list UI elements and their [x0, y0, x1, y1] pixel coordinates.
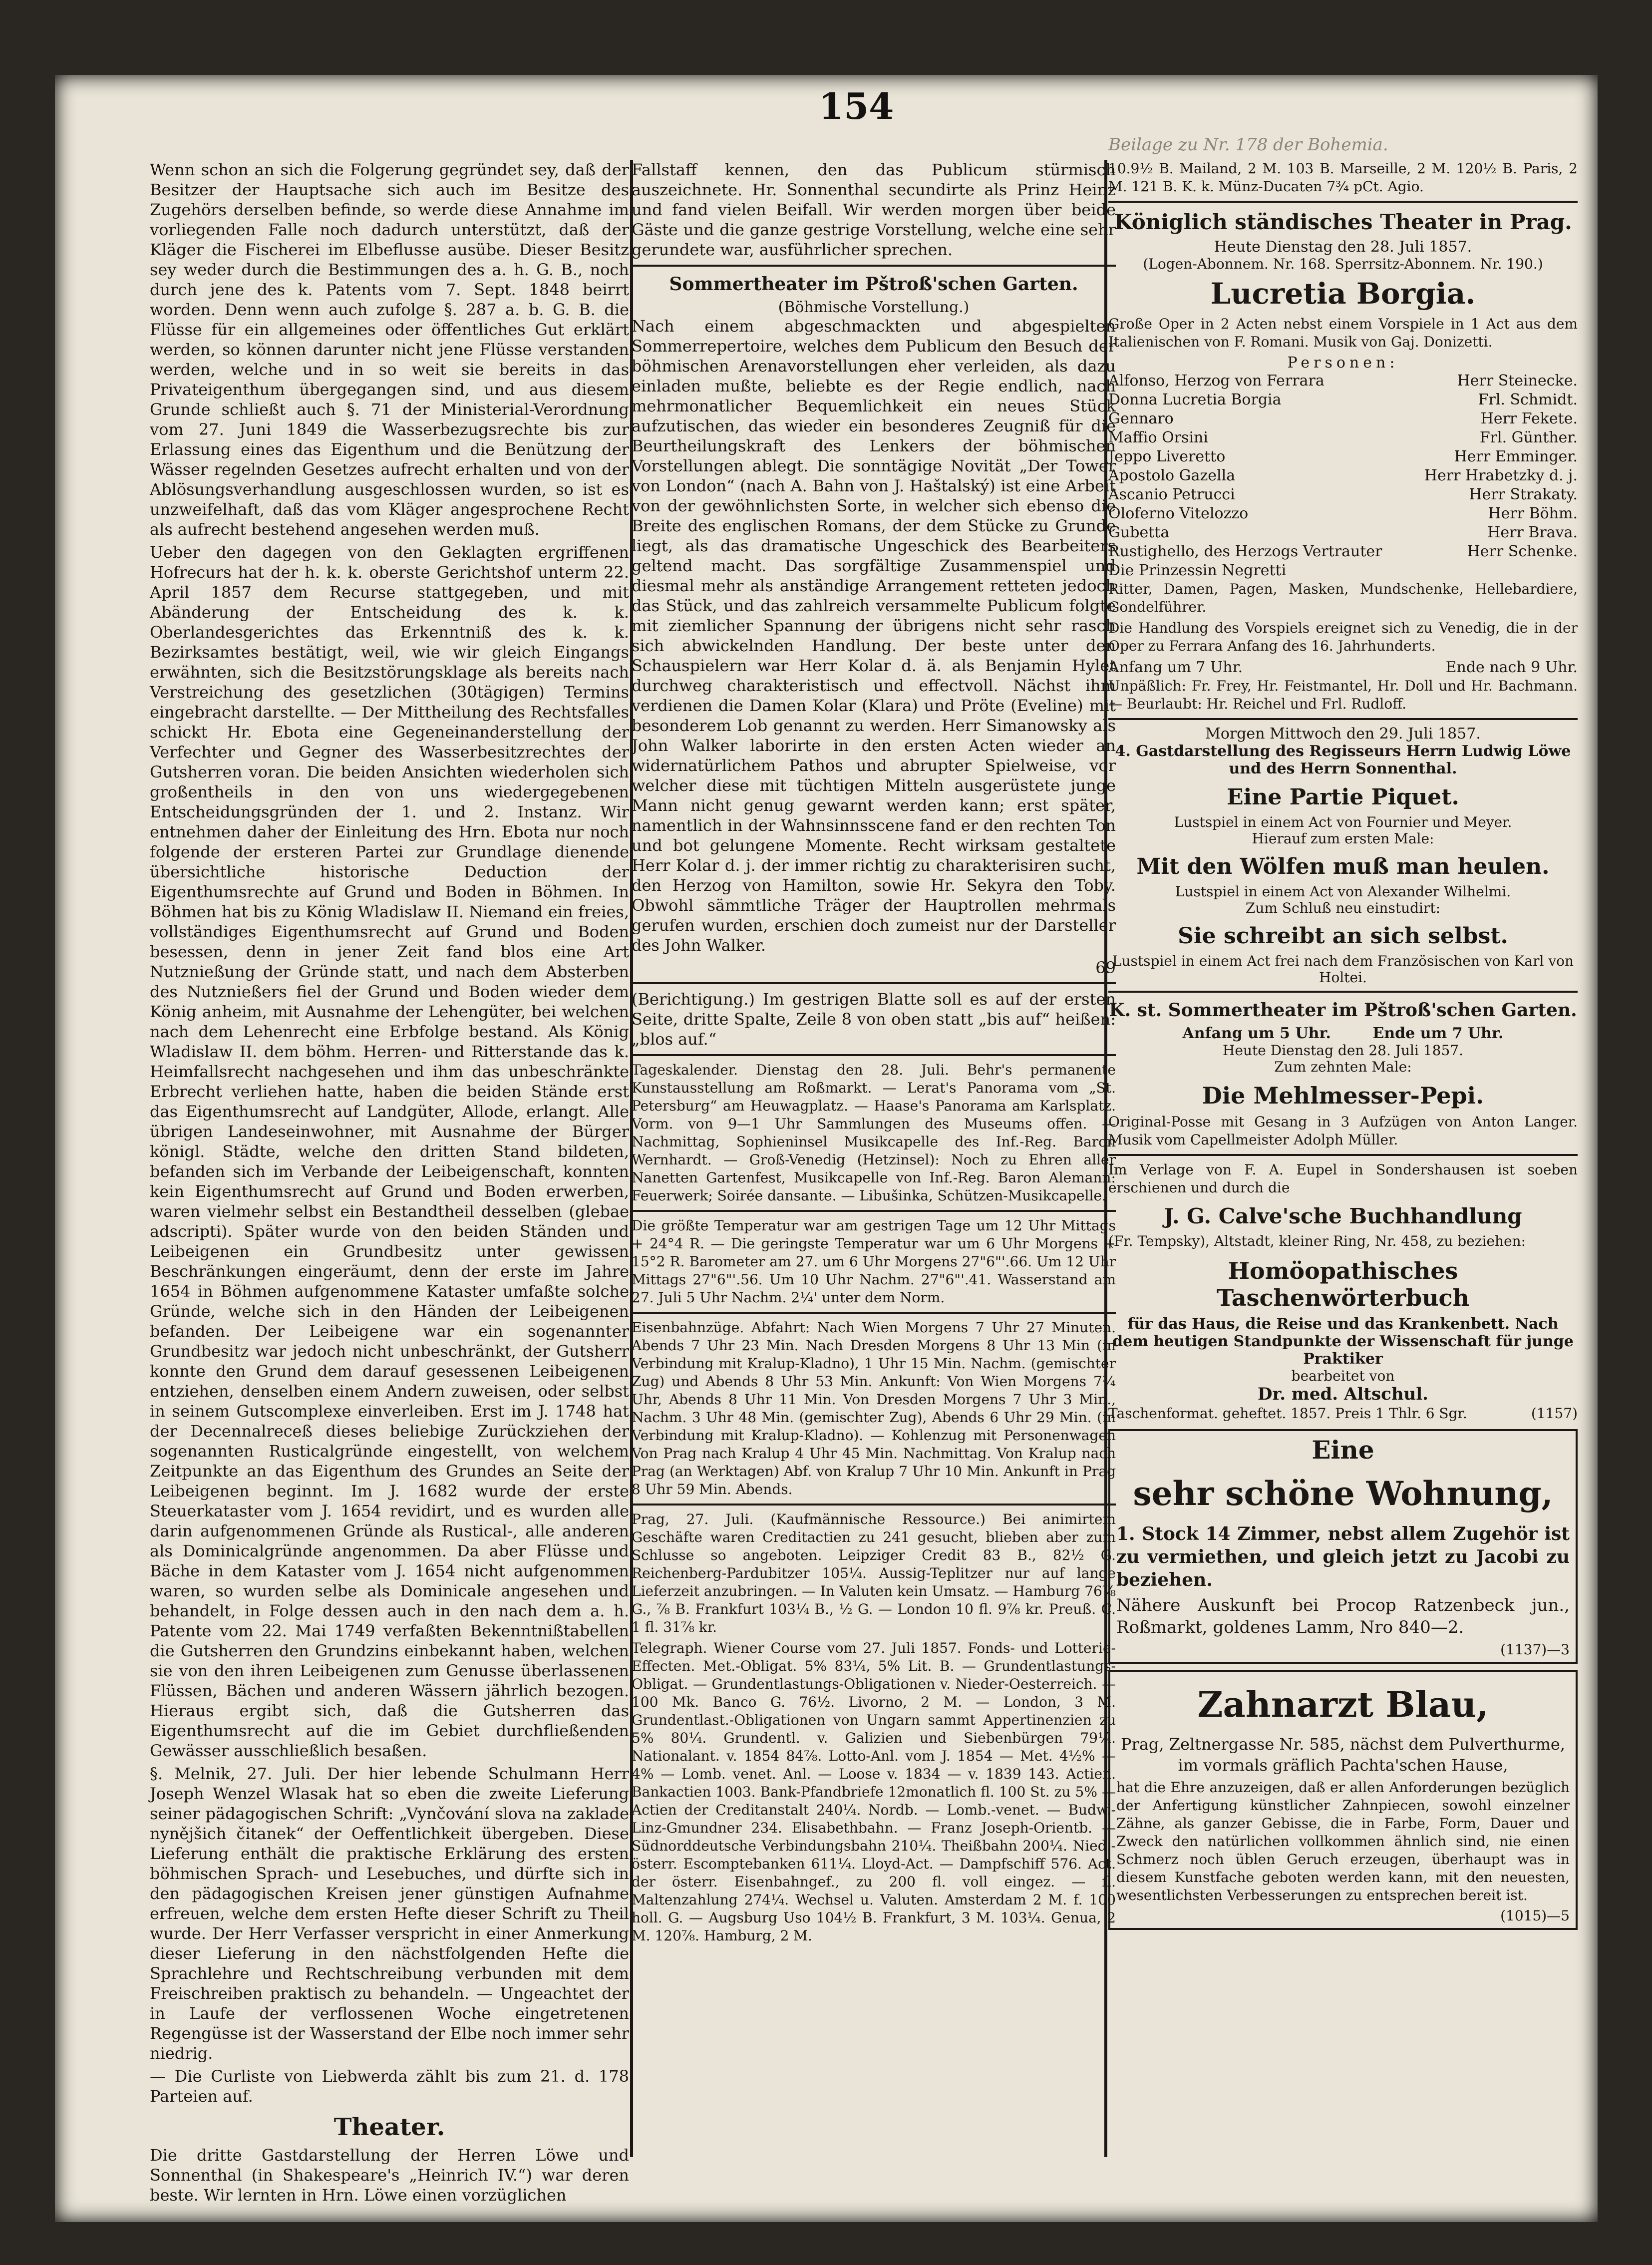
theater-abo: (Logen-Abonnem. Nr. 168. Sperrsitz-Abonnem. Nr. 190.): [1143, 256, 1543, 272]
divider: [1108, 718, 1578, 720]
cast-row: Oloferno Vitelozzo Herr Böhm.: [1108, 505, 1578, 522]
divider: [1108, 991, 1578, 993]
unpaesslich-note: Unpäßlich: Fr. Frey, Hr. Feistmantel, Hr. Doll und Hr. Bachmann. — Beurlaubt: Hr. Reichel und Frl. Rudloff.: [1108, 678, 1578, 712]
times-row: Anfang um 7 Uhr. Ende nach 9 Uhr.: [1108, 659, 1578, 676]
review-continuation: Fallstaff kennen, den das Publicum stürmisch auszeichnete. Hr. Sonnenthal secundirte als Prinz Heinz und fand vielen Beifall. Wir werden morgen über beide Gäste und die ganze gestrige Vorstellung, welche eine sehr gerundete war, ausführlicher sprechen.: [632, 160, 1116, 259]
course-top: 10.9½ B. Mailand, 2 M. 103 B. Marseille, 2 M. 120½ B. Paris, 2 M. 121 B. K. k. Münz-Ducaten 7¾ pCt. Agio.: [1108, 160, 1578, 195]
theater-review: Die dritte Gastdarstellung der Herren Löwe und Sonnenthal (in Shakespeare's „Heinrich IV.“) war deren beste. Wir lernten in Hrn. Löwe einen vorzüglichen: [150, 2146, 629, 2205]
wiener-course: Telegraph. Wiener Course vom 27. Juli 1857. Fonds- und Lotterie-Effecten. Met.-Obligat. 5% 83¼, 5% Lit. B. — Grundentlastungs-Obligat. — Grundentlastungs-Obligationen v. Nieder-Oesterreich. — 100 Mk. Banco G. 76½. Livorno, 2 M. — London, 3 M. Grundentlast.-Obligationen von Ungarn sammt Appertinenzien zu 5% 80¼. Grundentl. v. Galizien und Siebenbürgen 79¼. Nationalant. v. 1854 84⅞. Lotto-Anl. vom J. 1854 — Met. 4½% — 4% — Lomb. venet. Anl. — Loose v. 1834 — v. 1839 143. Actien. Bankactien 1003. Bank-Pfandbriefe 12monatlich fl. 100 St. zu 5% — Actien der Creditanstalt 240¼. Nordb. — Lomb.-venet. — Budw.-Linz-Gmundner 234. Elisabethbahn. — Franz Joseph-Orientb. — Südnorddeutsche Verbindungsbahn 210¼. Theißbahn 200¼. Nied.-österr. Escomptebanken 611¼. Lloyd-Act. — Dampfschiff 576. Act. der österr. Eisenbahngef., zu 200 fl. voll eingez. — fl. Maltenzahlung 274¼. Wechsel u. Valuten. Amsterdam 2 M. f. 100 holl. G. — Augsburg Uso 104½ B. Frankfurt, 3 M. 103¼. Genua, 2 M. 120⅞. Hamburg, 2 M.: [632, 1640, 1116, 1944]
zahnarzt-address: Prag, Zeltnergasse Nr. 585, nächst dem Pulverthurme, im vormals gräflich Pachta'schen Hause,: [1120, 1735, 1566, 1775]
divider: [632, 1504, 1116, 1506]
legal-article-p1: Wenn schon an sich die Folgerung gegründet sey, daß der Besitzer der Hauptsache sich auch im Besitze des Zugehörs derselben befinde, so werde diese Annahme im vorliegenden Falle noch dadurch unterstützt, daß der Kläger die Fischerei im Elbeflusse ausübe. Dieser Besitz sey weder durch die Bestimmungen des a. h. G. B., noch durch jene des k. Patents vom 7. Sept. 1848 beirrt worden. Denn wenn auch zufolge §. 287 a. b. G. B. die Flüsse für ein allgemeines oder öffentliches Gut erklärt werden, so können darunter nicht jene Flüsse verstanden werden, welche und in so weit sie bereits in das Privateigenthum übergegangen sind, und aus diesem Grunde schließt auch §. 71 der Ministerial-Verordnung vom 27. Juni 1849 die Wasserbezugsrechte bis zur Erlassung eines das Eigenthum und die Benützung der Wässer regelnden Gesetzes aufrecht erhalten und von der Ablösungsverhandlung ausgeschlossen wurden, so ist es unzweifelhaft, daß das vom Kläger angesprochene Recht als aufrecht bestehend angesehen werden muß.: [150, 160, 629, 539]
divider: [632, 982, 1116, 984]
cast-row: Apostolo Gazella Herr Hrabetzky d. j.: [1108, 467, 1578, 484]
verlag-intro: Im Verlage von F. A. Eupel in Sondershausen ist soeben erschienen und durch die: [1108, 1161, 1578, 1196]
divider: [632, 265, 1116, 267]
cast-list: [1108, 372, 1578, 580]
temperatur: Die größte Temperatur war am gestrigen Tage um 12 Uhr Mittags + 24°4 R. — Die geringste Temperatur war um 6 Uhr Morgens + 15°2 R. Barometer am 27. um 6 Uhr Morgens 27"6"'.66. Um 12 Uhr Mittags 27"6"'.56. Um 10 Uhr Nachm. 27"6"'.41. Wasserstand am 27. Juli 5 Uhr Nachm. 2¼' unter dem Norm.: [632, 1217, 1116, 1306]
review-number: 69: [1095, 958, 1116, 977]
sommertheater-ad-heading: K. st. Sommertheater im Pštroß'schen Garten.: [1109, 1000, 1577, 1021]
cast-row: Ascanio Petrucci Herr Strakaty.: [1108, 486, 1578, 503]
column-1: [150, 160, 629, 2205]
cast-row: Gubetta Herr Brava.: [1108, 524, 1578, 541]
prag-boerse: Prag, 27. Juli. (Kaufmännische Ressource.) Bei animirtem Geschäfte waren Creditactien zu 241 gesucht, blieben aber zum Schlusse so angeboten. Leipziger Credit 83 B., 82½ G. Reichenberg-Pardubitzer 105¼. Aussig-Teplitzer nur auf lange Lieferzeit anzubringen. — In Valuten kein Umsatz. — Hamburg 76⅞ G., ⅞ B. Frankfurt 103¼ B., ½ G. — London 10 fl. 9⅞ kr. Preuß. C. 1 fl. 31⅞ kr.: [632, 1511, 1116, 1635]
berichtigung: (Berichtigung.) Im gestrigen Blatte soll es auf der ersten Seite, dritte Spalte, Zeile 8 von oben statt „bis auf“ heißen: „blos auf.“: [632, 990, 1116, 1049]
play1-next: Hierauf zum ersten Male:: [1252, 830, 1434, 847]
divider: [1108, 201, 1578, 203]
play3-title: Sie schreibt an sich selbst.: [1178, 923, 1508, 949]
cast-note: Ritter, Damen, Pagen, Masken, Mundschenke, Hellebardiere, Gondelführer.: [1108, 581, 1578, 615]
sommertheater-play: Die Mehlmesser-Pepi.: [1202, 1082, 1484, 1109]
column-2: [632, 160, 1116, 2177]
melnik-report: §. Melnik, 27. Juli. Der hier lebende Schulmann Herr Joseph Wenzel Wlasak hat so eben die zweite Lieferung seiner pädagogischen Schrift: „Vynčování slova na zaklade nynějšich čitanek“ der Oeffentlichkeit übergeben. Diese Lieferung enthält die praktische Erklärung des ersten böhmischen Sprach- und Lesebuches, und dürfte sich in den pädagogischen Kreisen jener günstigen Aufnahme erfreuen, welche dem ersten Hefte dieser Schrift zu Theil wurde. Der Herr Verfasser verspricht in einer Anmerkung dieser Lieferung in den nächstfolgenden Hefte die Sprachlehre und Rechtschreibung verbunden mit dem Freischreiben praktisch zu behandeln. — Ungeachtet der in Laufe der verflossenen Woche eingetretenen Regengüsse ist der Wasserstand der Elbe noch immer sehr niedrig.: [150, 1764, 629, 2063]
book-author: Dr. med. Altschul.: [1257, 1384, 1429, 1404]
eisenbahnzuege: Eisenbahnzüge. Abfahrt: Nach Wien Morgens 7 Uhr 27 Minuten. Abends 7 Uhr 23 Min. Nach Dresden Morgens 8 Uhr 13 Min (in Verbindung mit Kralup-Kladno), 1 Uhr 15 Min. Nachm. (gemischter Zug) und Abends 8 Uhr 53 Min. Ankunft: Von Wien Morgens 7¾ Uhr, Abends 8 Uhr 11 Min. Von Dresden Morgens 7 Uhr 3 Min., Nachm. 3 Uhr 48 Min. (gemischter Zug), Abends 6 Uhr 29 Min. (in Verbindung mit Kralup-Kladno). — Kohlenzug mit Personenwagen Von Prag nach Kralup 4 Uhr 45 Min. Nachmittag. Von Kralup nach Prag (an Werktagen) Abf. von Kralup 7 Uhr 10 Min. Ankunft in Prag 8 Uhr 59 Min. Abends.: [632, 1319, 1116, 1498]
sommertheater-date: Heute Dienstag den 28. Juli 1857.: [1223, 1042, 1463, 1059]
cast-row: Gennaro Herr Fekete.: [1108, 410, 1578, 427]
divider: [632, 1312, 1116, 1314]
cast-row: Maffio Orsini Frl. Günther.: [1108, 429, 1578, 446]
opera-title: Lucretia Borgia.: [1210, 277, 1476, 311]
play2-title: Mit den Wölfen muß man heulen.: [1136, 854, 1550, 879]
wohnung-title: sehr schöne Wohnung,: [1133, 1474, 1553, 1513]
wohnung-contact: Nähere Auskunft bei Procop Ratzenbeck jun., Roßmarkt, goldenes Lamm, Nro 840—2.: [1116, 1595, 1570, 1637]
divider: [1108, 1154, 1578, 1156]
theater-heading: Theater.: [333, 2113, 445, 2141]
book-price-row: Taschenformat. geheftet. 1857. Preis 1 Thlr. 6 Sgr. (1157): [1108, 1405, 1578, 1422]
tageskalender: Tageskalender. Dienstag den 28. Juli. Behr's permanente Kunstausstellung am Roßmarkt. — Lerat's Panorama vom „St. Petersburg“ am Heuwagplatz. — Haase's Panorama am Karlsplatz. Vorm. von 9—1 Uhr Sammlungen des Museums offen. — Nachmittag, Sophieninsel Musikcapelle des Inf.-Reg. Baron Wernhardt. — Groß-Venedig (Hetzinsel): Noch zu Ehren aller Nanetten Gartenfest, Musikcapelle von Inf.-Reg. Baron Alemann: Feuerwerk; Soirée dansante. — Libušinka, Schützen-Musikcapelle.: [632, 1062, 1116, 1204]
book-bearbeitet: bearbeitet von: [1291, 1368, 1395, 1384]
theater-date: Heute Dienstag den 28. Juli 1857.: [1214, 238, 1472, 256]
morgen-date: Morgen Mittwoch den 29. Juli 1857.: [1205, 725, 1481, 743]
liebwerda-note: — Die Curliste von Liebwerda zählt bis zum 21. d. 178 Parteien auf.: [150, 2067, 629, 2106]
zahnarzt-ref: (1015)—5: [1500, 1907, 1570, 1924]
zahnarzt-ad: [1108, 1670, 1578, 1930]
sommertheater-zehn: Zum zehnten Male:: [1274, 1059, 1412, 1075]
cast-row: Die Prinzessin Negretti: [1108, 562, 1287, 579]
play3-sub: Lustspiel in einem Act frei nach dem Französischen von Karl von Holtei.: [1112, 953, 1574, 986]
opera-subtitle: Große Oper in 2 Acten nebst einem Vorspiele in 1 Act aus dem Italienischen von F. Romani. Musik von Gaj. Donizetti.: [1108, 316, 1578, 350]
book-title: Homöopathisches Taschenwörterbuch: [1216, 1257, 1470, 1311]
play1-sub: Lustspiel in einem Act von Fournier und Meyer.: [1174, 814, 1512, 830]
page-number: 154: [819, 85, 894, 127]
sommertheater-play-sub: Original-Posse mit Gesang in 3 Aufzügen von Anton Langer. Musik vom Capellmeister Adolph Müller.: [1108, 1114, 1578, 1148]
running-head: Beilage zu Nr. 178 der Bohemia.: [1108, 135, 1388, 155]
gastdarstellung: 4. Gastdarstellung des Regisseurs Herrn Ludwig Löwe und des Herrn Sonnenthal.: [1115, 743, 1571, 777]
cast-row: Jeppo Liveretto Herr Emminger.: [1108, 448, 1578, 465]
buchhandlung-name: J. G. Calve'sche Buchhandlung: [1164, 1204, 1522, 1228]
buchhandlung-address: (Fr. Tempsky), Altstadt, kleiner Ring, Nr. 458, zu beziehen:: [1108, 1233, 1526, 1249]
sommertheater-heading: Sommertheater im Pštroß'schen Garten.: [669, 274, 1078, 295]
sommertheater-sub: (Böhmische Vorstellung.): [778, 299, 970, 316]
cast-row: Donna Lucretia Borgia Frl. Schmidt.: [1108, 391, 1578, 408]
zahnarzt-text: hat die Ehre anzuzeigen, daß er allen Anforderungen bezüglich der Anfertigung künstlicher Zahnpiecen, sowohl einzelner Zähne, als ganzer Gebisse, die in Farbe, Form, Dauer und Zweck den natürlichen vollkommen ähnlich sind, nie einen Schmerz noch üblen Geruch erzeugen, überhaupt was in diesem Kunstfache geboten werden kann, mit den neuesten, wesentlichsten Verbesserungen zu entsprechen bereit ist.: [1116, 1779, 1570, 1903]
divider: [632, 1054, 1116, 1056]
handlung-note: Die Handlung des Vorspiels ereignet sich zu Venedig, die in der Oper zu Ferrara Anfang des 16. Jahrhunderts.: [1108, 620, 1578, 654]
personen-label: Personen:: [1287, 354, 1399, 372]
play1-title: Eine Partie Piquet.: [1227, 784, 1459, 810]
legal-article-p2: Ueber den dagegen von den Geklagten ergriffenen Hofrecurs hat der h. k. k. oberste Gerichtshof unterm 22. April 1857 dem Recurse stattgegeben, und mit Abänderung der Entscheidung des k. k. Oberlandesgerichtes das Erkenntniß des k. k. Bezirksamtes bestätigt, weil, wie wir gleich Eingangs erwähnten, sich die Besitzstörungsklage als bereits nach Verstreichung des gesetzlichen (30tägigen) Termins eingebracht darstellte. — Der Mittheilung des Rechtsfalles schickt Hr. Ebota eine Gegeneinanderstellung der Verfechter und Gegner des Wasserbesitzrechtes der Gutsherren voran. Die beiden Ansichten wiederholen sich großentheils in den von uns wiedergegebenen Entscheidungsgründen der 1. und 2. Instanz. Wir entnehmen daher der Einleitung des Hrn. Ebota nur noch folgende der ersteren Partei zur Grundlage dienende übersichtliche historische Deduction der Eigenthumsrechte auf Grund und Boden in Böhmen. In Böhmen hat bis zu König Wladislaw II. Niemand ein freies, vollständiges Eigenthumsrecht auf Grund und Boden besessen, denn in jener Zeit fand blos eine Art Nutznießung der Gründe statt, und nach dem Absterben des Nutznießers fiel der Grund und Boden wieder dem König anheim, mit Ausnahme der Lehengüter, bei welchen nach dem Lehenrecht eine Erbfolge bestand. Als König Wladislaw II. dem böhm. Herren- und Ritterstande das k. Heimfallsrecht nachgesehen und ihm das unbeschränkte Erbrecht verliehen hatte, haben die beiden Stände erst das Eigenthumsrecht auf Landgüter, Allode, erlangt. Alle übrigen Landeseinwohner, mit Ausnahme der Bürger königl. Städte, welche den dritten Stand bildeten, befanden sich im Verbande der Leibeigenschaft, konnten kein Eigenthumsrecht auf Grund und Boden erwerben, waren vielmehr selbst ein Bestandtheil desselben (glebae adscripti). Später wurde von den beiden Ständen und Leibeigenen ein Grundbesitz unter gewissen Beschränkungen eingeräumt, denn der erste im Jahre 1654 in Böhmen aufgenommene Kataster umfaßte solche Gründe, welche sich in den Händen der Leibeigenen befanden. Der Leibeigene war ein sogenannter Grundbesitz war jedoch nicht unbeschränkt, der Gutsherr konnte den Grund dem darauf gesessenen Leibeigenen entziehen, denselben einem Andern zuweisen, oder selbst in seinem Gutscomplexe einverleiben. Erst im J. 1748 hat der Decennalreceß dieses beliebige Zurückziehen der sogenannten Rusticalgründe eingestellt, von welchem Zeitpunkte an das Eigenthum des Grundes an Seite der Leibeigenen beginnt. Im J. 1682 wurde der erste Steuerkataster vom J. 1654 revidirt, und es wurden alle darin aufgenommenen Gründe als Rustical-, alle anderen als Dominicalgründe angenommen. Da aber Flüsse und Bäche in dem Kataster vom J. 1654 nicht aufgenommen waren, so wurden selbe als Dominicale angesehen und behandelt, in Folge dessen auch in den nach dem a. h. Patente vom 22. Mai 1749 verfaßten Bekenntnißtabellen die Gutsherren den Grundzins einbekannt haben, welchen sie von den ihren Leibeigenen zum Genusse überlassenen Flüssen, Bächen und anderen Wässern jährlich bezogen. Hieraus ergibt sich, daß die Gutsherren das Eigenthumsrecht auf die im Gebiet durchfließenden Gewässer ausschließlich besaßen.: [150, 543, 629, 1760]
cast-row: Rustighello, des Herzogs Vertrauter Herr Schenke.: [1108, 543, 1578, 560]
book-subtitle: für das Haus, die Reise und das Krankenbett. Nach dem heutigen Standpunkte der Wissenschaft für junge Praktiker: [1112, 1315, 1574, 1368]
zahnarzt-title: Zahnarzt Blau,: [1197, 1684, 1489, 1725]
cast-row: Alfonso, Herzog von Ferrara Herr Steinecke.: [1108, 372, 1578, 389]
play2-sub: Lustspiel in einem Act von Alexander Wilhelmi.: [1175, 883, 1511, 900]
wohnung-ad: [1108, 1429, 1578, 1664]
sommertheater-review: Nach einem abgeschmackten und abgespielten Sommerrepertoire, welches dem Publicum den Besuch der böhmischen Arenavorstellungen eher verleiden, als dazu einladen mußte, beliebte es der Regie endlich, nach mehrmonatlicher Bequemlichkeit ein neues Stück aufzutischen, das wieder ein besonderes Zeugniß für die Beurtheilungskraft des Lenkers der böhmischen Vorstellungen ablegt. Die sonntägige Novität „Der Tower von London“ (nach A. Bahn von J. Haštalský) ist eine Arbeit von der gewöhnlichsten Sorte, in welcher sich ebenso die Breite des englischen Romans, der dem Stücke zu Grunde liegt, als das dramatische Ungeschick des Bearbeiters geltend macht. Das sorgfältige Zusammenspiel und diesmal mehr als anständige Arrangement retteten jedoch das Stück, und das zahlreich versammelte Publicum folgte mit ziemlicher Spannung der übrigens nicht sehr rasch sich abwickelnden Handlung. Der beste unter den Schauspielern war Herr Kolar d. ä. als Benjamin Hylet durchweg charakteristisch und effectvoll. Nächst ihm verdienen die Damen Kolar (Klara) und Pröte (Eveline) mit besonderem Lob genannt zu werden. Herr Simanowsky als John Walker laborirte in den ersten Acten wieder an widernatürlichem Pathos und abrupter Spielweise, vor welcher diese mit tüchtigen Mitteln ausgerüstete junge Mann nicht genug gewarnt werden kann; erst später, namentlich in der Wahnsinnsscene fand er den rechten Ton und bot gelungene Momente. Recht wirksam gestaltete Herr Kolar d. j. der immer richtig zu charakterisiren sucht, den Herzog von Hamilton, sowie Hr. Sekyra den Toby. Obwohl sämmtliche Träger der Hauptrollen mehrmals gerufen wurden, erschien doch zumeist nur der Darsteller des John Walker.: [632, 317, 1116, 955]
sommertheater-times: Anfang um 5 Uhr. Ende um 7 Uhr.: [1182, 1025, 1504, 1042]
wohnung-eine: Eine: [1312, 1435, 1374, 1465]
divider: [632, 1210, 1116, 1212]
theater-prag-heading: Königlich ständisches Theater in Prag.: [1114, 210, 1572, 234]
wohnung-ref: (1137)—3: [1500, 1641, 1570, 1658]
wohnung-text: 1. Stock 14 Zimmer, nebst allem Zugehör ist zu vermiethen, und gleich jetzt zu Jacobi zu beziehen.: [1116, 1523, 1570, 1590]
play2-next: Zum Schluß neu einstudirt:: [1245, 900, 1441, 916]
column-3: [1108, 160, 1578, 2177]
